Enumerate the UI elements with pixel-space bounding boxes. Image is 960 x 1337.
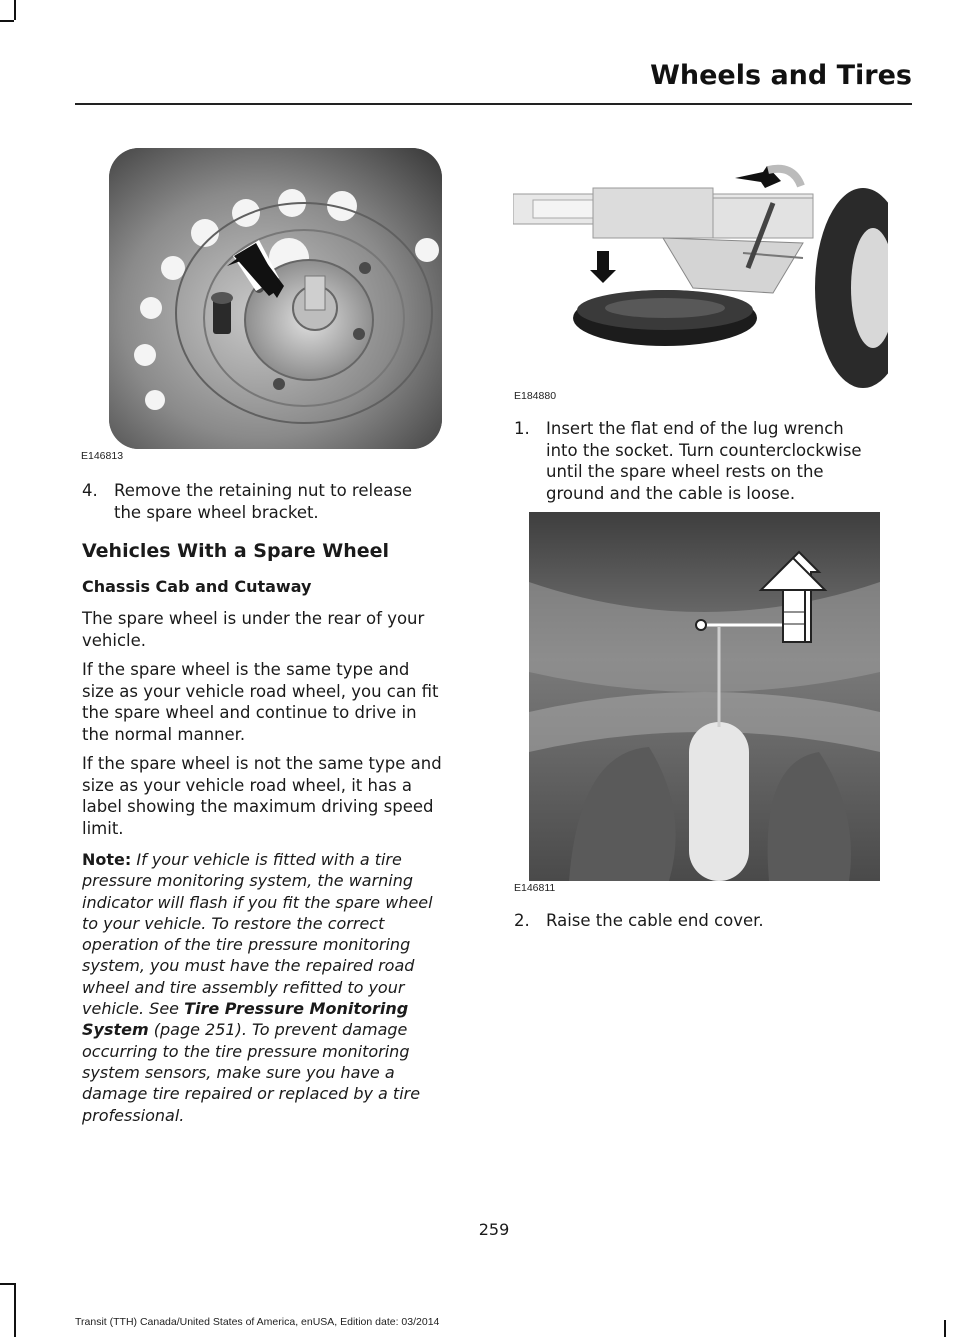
paragraph [82,753,482,839]
figure-spare-wheel-nut [109,148,442,449]
cross-reference-link[interactable]: System [82,1020,149,1040]
subsection-heading: Chassis Cab and Cutaway [82,577,312,596]
crop-mark [14,1283,16,1337]
paragraph-line: limit. [82,818,124,838]
note-line: indicator will flash if you fit the spare wheel [82,892,433,912]
paragraph [82,659,482,745]
crop-mark [0,20,14,22]
chassis-illustration [513,148,888,389]
crop-mark [0,1283,14,1285]
note-line [82,1019,482,1040]
note-line: system sensors, make sure you have a [82,1062,395,1082]
paragraph-line: size as your vehicle road wheel, you can fit [82,681,439,701]
figure-code: E146811 [514,882,556,894]
paragraph-line: size as your vehicle road wheel, it has a [82,775,413,795]
figure-cable-end [529,512,880,881]
note-label: Note: [82,850,132,869]
note-line [82,998,482,1019]
note-block [82,849,482,1126]
note-line: wheel and tire assembly refitted to your [82,977,405,997]
step-number: 1. [514,419,530,438]
note-line: professional. [82,1105,185,1125]
page-number: 259 [478,1220,510,1239]
note-line: to your vehicle. To restore the correct [82,913,385,933]
step-line: Insert the flat end of the lug wrench [546,419,844,438]
footer-text: Transit (TTH) Canada/United States of America, enUSA, Edition date: 03/2014 [75,1316,440,1328]
paragraph-line: the spare wheel and continue to drive in [82,703,417,722]
paragraph-line: If the spare wheel is the same type and [82,660,410,679]
step-line: until the spare wheel rests on the [546,462,824,481]
note-line: system, you must have the repaired road [82,956,415,976]
step-number: 2. [514,911,530,930]
header-divider [75,103,912,105]
step-text [546,418,862,504]
step-text [546,910,764,932]
page-title: Wheels and Tires [650,60,912,91]
step-line: ground and the cable is loose. [546,483,796,503]
note-line: occurring to the tire pressure monitoring [82,1041,410,1061]
note-text: If your vehicle is fitted with a tire [136,850,402,869]
crop-mark [14,0,16,20]
step-line: Remove the retaining nut to release [114,481,413,500]
note-text: vehicle. See [82,999,185,1019]
cable-end-illustration [529,512,880,881]
paragraph-line: label showing the maximum driving speed [82,797,434,816]
spare-wheel-illustration [109,148,442,449]
note-line: damage tire repaired or replaced by a tire [82,1084,421,1104]
figure-code: E146813 [81,450,124,462]
note-line: pressure monitoring system, the warning [82,871,414,891]
figure-code: E184880 [514,390,557,402]
section-heading: Vehicles With a Spare Wheel [82,540,390,562]
cross-reference-link[interactable]: Tire Pressure Monitoring [184,999,409,1019]
note-line: operation of the tire pressure monitoring [82,935,411,955]
crop-mark [944,1320,946,1337]
step-number: 4. [82,481,98,500]
step-line: into the socket. Turn counterclockwise [546,440,862,460]
figure-chassis-spare [513,148,888,389]
paragraph-line: The spare wheel is under the rear of your [82,609,425,628]
paragraph-line: If the spare wheel is not the same type and [82,754,442,773]
paragraph [82,608,482,651]
step-line: Raise the cable end cover. [546,911,764,930]
note-text: (page 251). To prevent damage [148,1020,408,1040]
note-line [82,849,482,870]
step-text [114,480,412,523]
step-line: the spare wheel bracket. [114,502,319,522]
paragraph-line: vehicle. [82,630,147,650]
paragraph-line: the normal manner. [82,724,246,744]
